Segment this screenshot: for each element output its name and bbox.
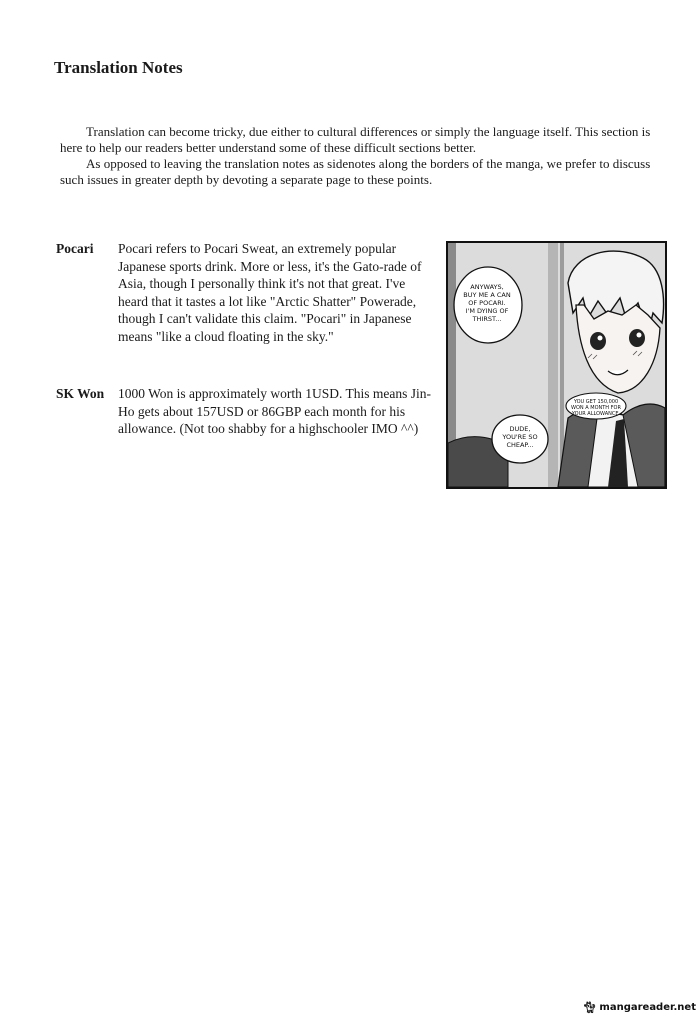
manga-panel-art	[448, 243, 665, 487]
speech-bubble-text: YOU GET 150,000 WON A MONTH FOR YOUR ALLOWANCE.	[571, 399, 621, 417]
intro-text	[60, 124, 660, 188]
note-definition: Pocari refers to Pocari Sweat, an extremely popular Japanese sports drink. More or less, it's the Gato-rade of Asia, though I personally think it's not that great. I've heard that it tastes a lot like "Arctic Shatter" Powerade, though I can't validate this claim. "Pocari" in Japanese means "like a cloud floating in the sky."	[118, 241, 422, 344]
speech-bubble-text: ANYWAYS, BUY ME A CAN OF POCARI. I'M DYING OF THIRST...	[463, 283, 511, 323]
watermark-text: mangareader.net	[599, 1002, 696, 1013]
note-term: Pocari	[56, 241, 94, 256]
intro-paragraph-1: Translation can become tricky, due either to cultural differences or simply the language itself. This section is here to help our readers better understand some of these difficult sections better.	[60, 124, 651, 155]
note-definition: 1000 Won is approximately worth 1USD. This means Jin-Ho gets about 157USD or 86GBP each month for his allowance. (Not too shabby for a highschooler IMO ^^)	[118, 386, 432, 436]
note-pocari	[56, 240, 438, 345]
cat-silhouette-icon: 🐈︎	[582, 1001, 597, 1014]
note-term: SK Won	[56, 386, 105, 401]
speech-bubble-text: DUDE, YOU'RE SO CHEAP...	[502, 425, 538, 449]
watermark	[582, 1001, 696, 1014]
intro-paragraph-2: As opposed to leaving the translation notes as sidenotes along the borders of the manga, we prefer to discuss such issues in greater depth by devoting a separate page to these points.	[60, 156, 651, 187]
page-title: Translation Notes	[54, 58, 183, 77]
manga-panel	[446, 241, 667, 489]
note-sk-won	[56, 385, 438, 438]
